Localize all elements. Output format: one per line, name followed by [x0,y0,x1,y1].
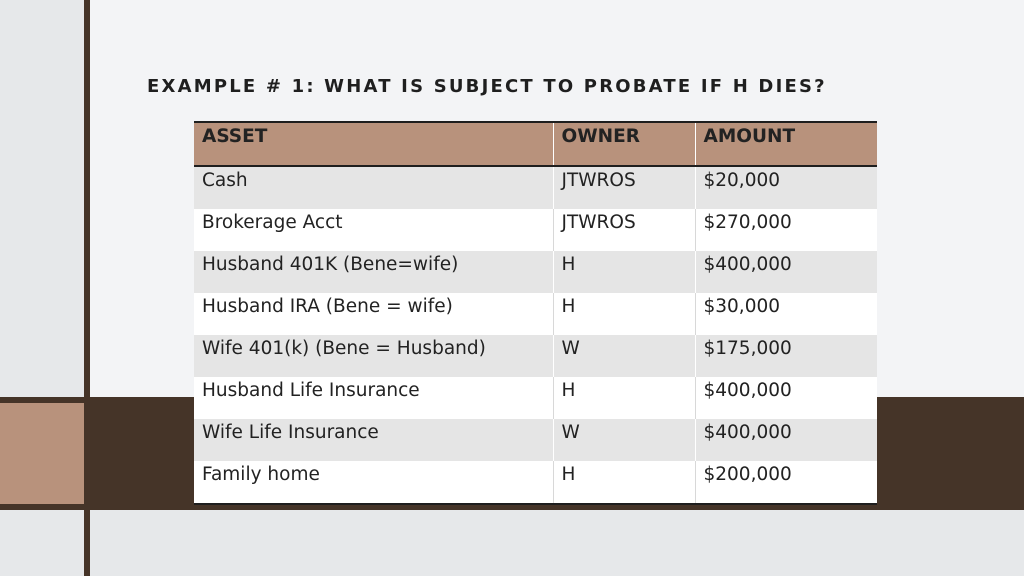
cell-owner: JTWROS [553,166,695,209]
table-row [194,209,877,251]
table-row [194,461,877,504]
header-owner: OWNER [553,122,695,166]
cell-asset: Wife Life Insurance [202,422,379,443]
cell-amount: $30,000 [695,293,877,335]
cell-owner: H [553,293,695,335]
cell-asset: Brokerage Acct [202,212,343,233]
cell-amount: $200,000 [695,461,877,504]
cell-owner: W [553,419,695,461]
cell-amount: $400,000 [695,377,877,419]
cell-amount: $175,000 [695,335,877,377]
assets-table [194,121,877,505]
background-panel-left [0,0,84,397]
table-row [194,166,877,209]
slide-title: EXAMPLE # 1: WHAT IS SUBJECT TO PROBATE IF H DIES? [147,76,827,97]
cell-amount: $400,000 [695,251,877,293]
cell-asset: Wife 401(k) (Bene = Husband) [202,338,486,359]
cell-amount: $270,000 [695,209,877,251]
cell-asset: Husband 401K (Bene=wife) [202,254,459,275]
cell-asset: Family home [202,464,320,485]
cell-owner: H [553,377,695,419]
cell-owner: H [553,461,695,504]
cell-owner: JTWROS [553,209,695,251]
cell-asset: Husband Life Insurance [202,380,420,401]
background-panel-bottom [0,510,1024,576]
table-header-row [194,122,877,166]
cell-owner: H [553,251,695,293]
table-row [194,251,877,293]
cell-amount: $20,000 [695,166,877,209]
background-accent-block [0,403,84,504]
cell-asset: Husband IRA (Bene = wife) [202,296,453,317]
header-amount: AMOUNT [695,122,877,166]
table-row [194,377,877,419]
table-row [194,293,877,335]
background-vertical-bar [84,0,90,576]
header-asset: ASSET [194,122,553,166]
cell-amount: $400,000 [695,419,877,461]
cell-owner: W [553,335,695,377]
cell-asset: Cash [202,170,248,191]
table-row [194,419,877,461]
table-row [194,335,877,377]
